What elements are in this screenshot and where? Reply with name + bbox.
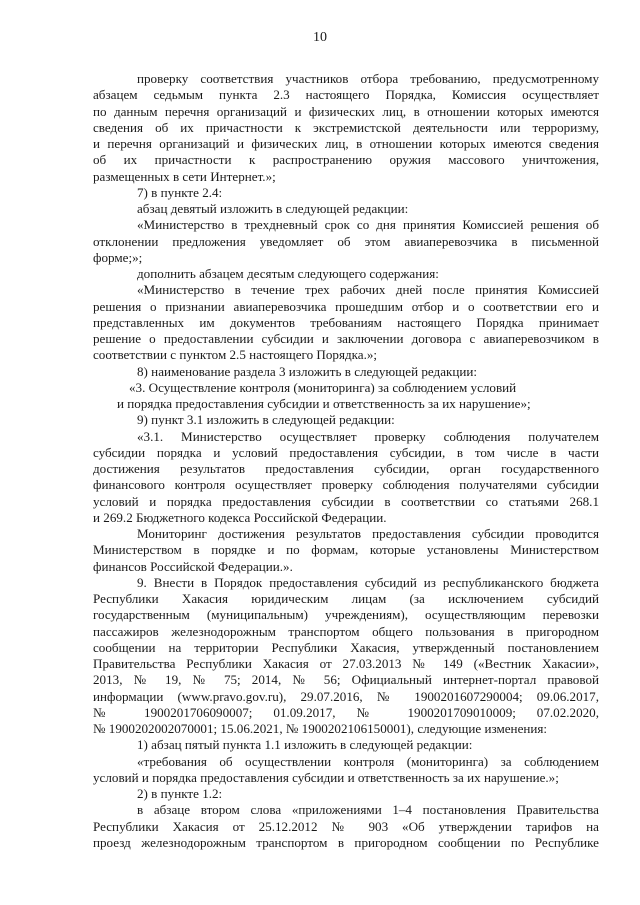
text-line: условий и порядка предоставления субсидии в соответствии со статьями 268.1 <box>93 493 599 509</box>
text-line: сведения об их причастности к экстремистской деятельности или терроризму, <box>93 119 599 135</box>
text-line: 9) пункт 3.1 изложить в следующей редакции: <box>137 412 395 428</box>
text-line: «Министерство в трехдневный срок со дня принятия Комиссией решения об <box>137 217 599 233</box>
text-line: Правительства Республики Хакасия от 27.03.2013 № 149 («Вестник Хакасии», <box>93 656 599 671</box>
text-line: в абзаце втором слова «приложениями 1–4 постановления Правительства <box>137 802 599 818</box>
text-line: решение о предоставлении субсидии и заключении договора с авиаперевозчиком в <box>93 331 599 346</box>
text-line: «Министерство в течение трех рабочих дней после принятия Комиссией <box>137 282 599 298</box>
document-body <box>93 71 599 851</box>
text-line: отклонении предложения уведомляет об этом авиаперевозчика в письменной <box>93 233 599 249</box>
text-line: 8) наименование раздела 3 изложить в следующей редакции: <box>137 363 478 379</box>
text-line: государственным (муниципальным) учреждениям), осуществляющим перевозки <box>93 607 599 623</box>
text-line: «3. Осуществление контроля (мониторинга) за соблюдением условий <box>129 379 517 395</box>
text-line: достижения результатов предоставления субсидии, орган государственного <box>93 461 599 476</box>
page-number: 10 <box>313 30 327 45</box>
text-line: информации (www.pravo.gov.ru), 29.07.2016, № 1900201607290004; 09.06.2017, <box>93 688 599 704</box>
text-line: 2013, № 19, № 75; 2014, № 56; Официальный интернет-портал правовой <box>93 672 599 688</box>
text-line: и перечня организаций и физических лиц, в отношении которых имеются сведения <box>93 136 599 151</box>
text-line: финансового контроля осуществляет проверку соблюдения получателями субсидии <box>93 477 599 493</box>
text-line: соответствии с пунктом 2.5 настоящего Порядка.»; <box>93 347 378 363</box>
text-line: 1) абзац пятый пункта 1.1 изложить в следующей редакции: <box>137 737 473 753</box>
text-line: абзацем седьмым пункта 2.3 настоящего Порядка, Комиссия осуществляет <box>93 87 599 103</box>
text-line: по данным перечня организаций и физических лиц, в отношении которых имеются <box>93 103 599 119</box>
text-line: размещенных в сети Интернет.»; <box>93 168 276 184</box>
text-line: № 1900201706090007; 01.09.2017, № 1900201709010009; 07.02.2020, <box>93 704 599 720</box>
text-line: и порядка предоставления субсидии и ответственность за их нарушение»; <box>117 396 531 411</box>
text-line: 9. Внести в Порядок предоставления субсидий из республиканского бюджета <box>137 574 599 590</box>
text-line: финансов Российской Федерации.». <box>93 558 293 574</box>
text-line: дополнить абзацем десятым следующего содержания: <box>137 266 439 281</box>
text-line: Республики Хакасия от 25.12.2012 № 903 «Об утверждении тарифов на <box>93 818 599 834</box>
text-line: «3.1. Министерство осуществляет проверку соблюдения получателем <box>137 428 599 444</box>
text-line: проверку соответствия участников отбора требованию, предусмотренному <box>137 71 599 86</box>
text-line: пассажиров железнодорожным транспортом общего пользования в пригородном <box>93 623 599 639</box>
text-line: представленных им документов требованиям настоящего Порядка принимает <box>93 314 599 330</box>
text-line: субсидии порядка и условий предоставления субсидии, в том числе в части <box>93 444 599 460</box>
text-line: проезд железнодорожным транспортом в пригородном сообщении по Республике <box>93 834 599 850</box>
text-line: сообщении на территории Республики Хакасия, утвержденный постановлением <box>93 639 599 655</box>
text-line: 7) в пункте 2.4: <box>137 184 223 200</box>
text-line: об их причастности к распространению оружия массового уничтожения, <box>93 152 599 168</box>
text-line: условий и порядка предоставления субсидии и ответственность за их нарушение.»; <box>93 769 559 785</box>
text-line: 2) в пункте 1.2: <box>137 786 223 801</box>
text-line: форме;»; <box>93 249 143 265</box>
text-line: № 1900202002070001; 15.06.2021, № 1900202106150001), следующие изменения: <box>93 721 548 736</box>
text-line: Мониторинг достижения результатов предоставления субсидии проводится <box>137 526 599 541</box>
text-line: решения о признании авиаперевозчика прошедшим отбор и о соответствии его и <box>93 298 599 314</box>
text-line: «требования об осуществлении контроля (мониторинга) за соблюдением <box>137 753 599 769</box>
text-line: Министерством в порядке и по формам, которые установлены Министерством <box>93 542 599 558</box>
text-line: и 269.2 Бюджетного кодекса Российской Федерации. <box>93 509 387 525</box>
text-line: Республики Хакасия юридическим лицам (за исключением субсидий <box>93 591 599 606</box>
text-line: абзац девятый изложить в следующей редакции: <box>137 201 409 216</box>
